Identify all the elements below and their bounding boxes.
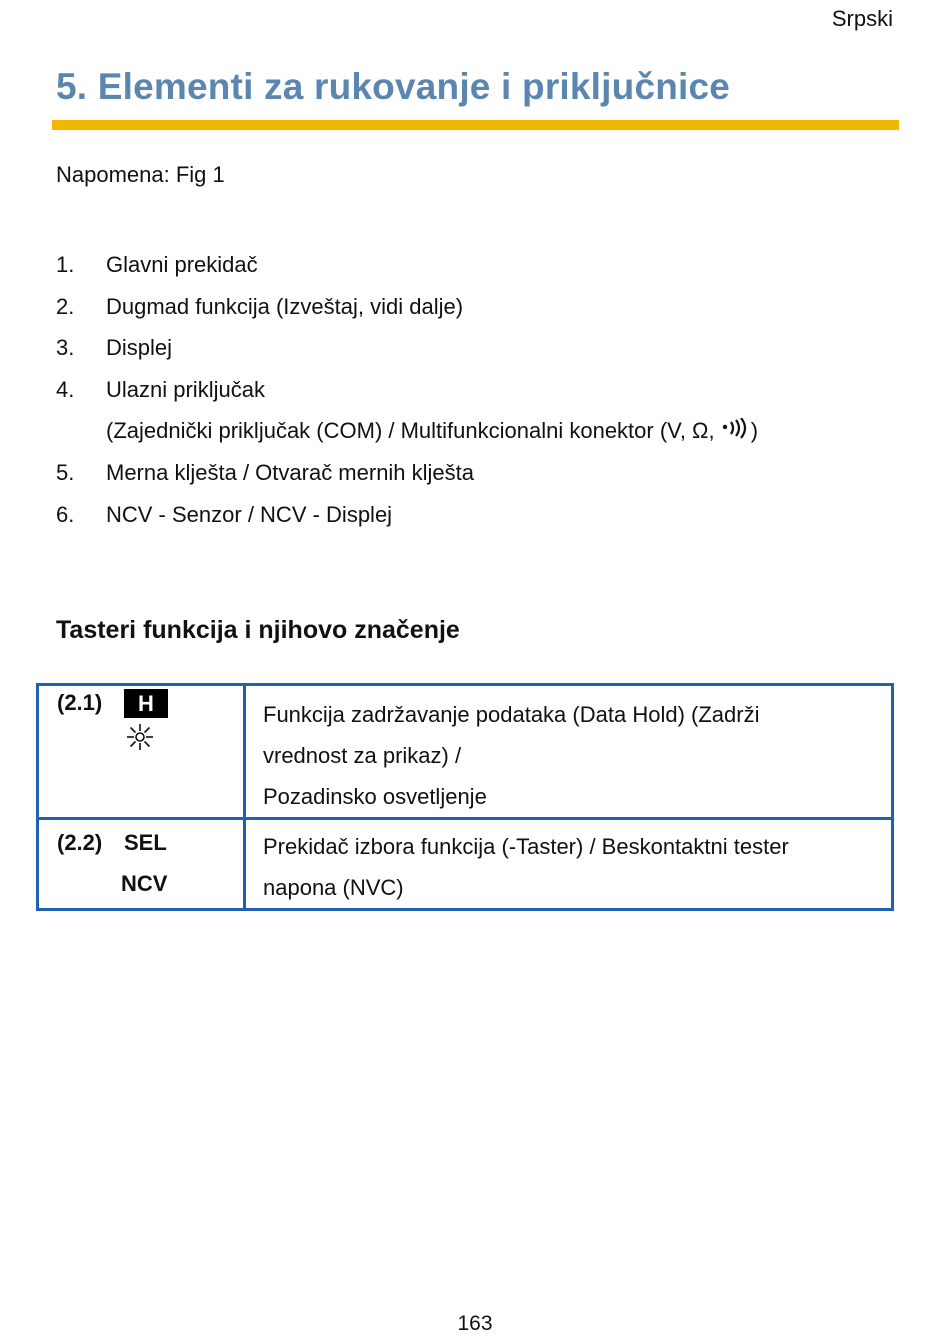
- list-item-text: Merna klješta / Otvarač mernih klješta: [106, 459, 475, 485]
- section-heading: Tasteri funkcija i njihovo značenje: [56, 616, 460, 644]
- hold-key-badge: H: [124, 689, 168, 718]
- list-item-number: 4.: [56, 376, 75, 402]
- page-number: 163: [457, 1312, 493, 1335]
- description-line: Pozadinsko osvetljenje: [263, 784, 487, 809]
- description-cell: [245, 819, 893, 910]
- key-description: [263, 820, 891, 908]
- sel-key-label: SEL: [124, 830, 167, 855]
- figure-note: Napomena: Fig 1: [56, 162, 225, 187]
- list-item: [56, 452, 876, 494]
- description-line: Prekidač izbora funkcija (-Taster) / Beskontaktni tester: [263, 834, 789, 859]
- description-line: vrednost za prikaz) /: [263, 743, 462, 768]
- key-cell: [38, 819, 245, 910]
- list-item: [56, 286, 876, 328]
- chapter-title: 5. Elementi za rukovanje i priključnice: [56, 66, 731, 107]
- list-item-number: 3.: [56, 335, 75, 361]
- title-underline: [52, 120, 899, 130]
- list-item: [56, 369, 876, 452]
- key-cell: [38, 685, 245, 819]
- continuity-sound-icon: [721, 418, 751, 440]
- backlight-sun-icon: [126, 723, 154, 751]
- table-row: [38, 819, 893, 910]
- component-list: [56, 244, 876, 535]
- list-item: [56, 244, 876, 286]
- language-label: Srpski: [831, 6, 893, 31]
- list-item-number: 1.: [56, 252, 75, 277]
- list-item-number: 2.: [56, 293, 75, 319]
- list-item-text: NCV - Senzor / NCV - Displej: [106, 501, 393, 527]
- list-item-text: Glavni prekidač: [106, 252, 258, 277]
- list-item: [56, 327, 876, 369]
- list-item-subtext: [106, 410, 876, 452]
- subtext-after: ): [750, 418, 759, 444]
- key-code: (2.1): [57, 690, 103, 715]
- table-row: [38, 685, 893, 819]
- list-item: [56, 494, 876, 536]
- function-keys-table: [36, 683, 894, 911]
- subtext-before: (Zajednički priključak (COM) / Multifunkcionalni konektor (V, Ω,: [106, 418, 721, 444]
- list-item-text: Displej: [106, 335, 173, 361]
- list-item-number: 6.: [56, 501, 75, 527]
- key-description: [263, 686, 891, 817]
- description-cell: [245, 685, 893, 819]
- description-line: Funkcija zadržavanje podataka (Data Hold) (Zadrži: [263, 702, 760, 727]
- list-item-number: 5.: [56, 459, 75, 485]
- list-item-text: Dugmad funkcija (Izveštaj, vidi dalje): [106, 293, 464, 319]
- key-code: (2.2): [57, 830, 103, 855]
- ncv-key-label: NCV: [121, 871, 168, 896]
- description-line: napona (NVC): [263, 875, 404, 900]
- list-item-text: Ulazni priključak: [106, 376, 265, 402]
